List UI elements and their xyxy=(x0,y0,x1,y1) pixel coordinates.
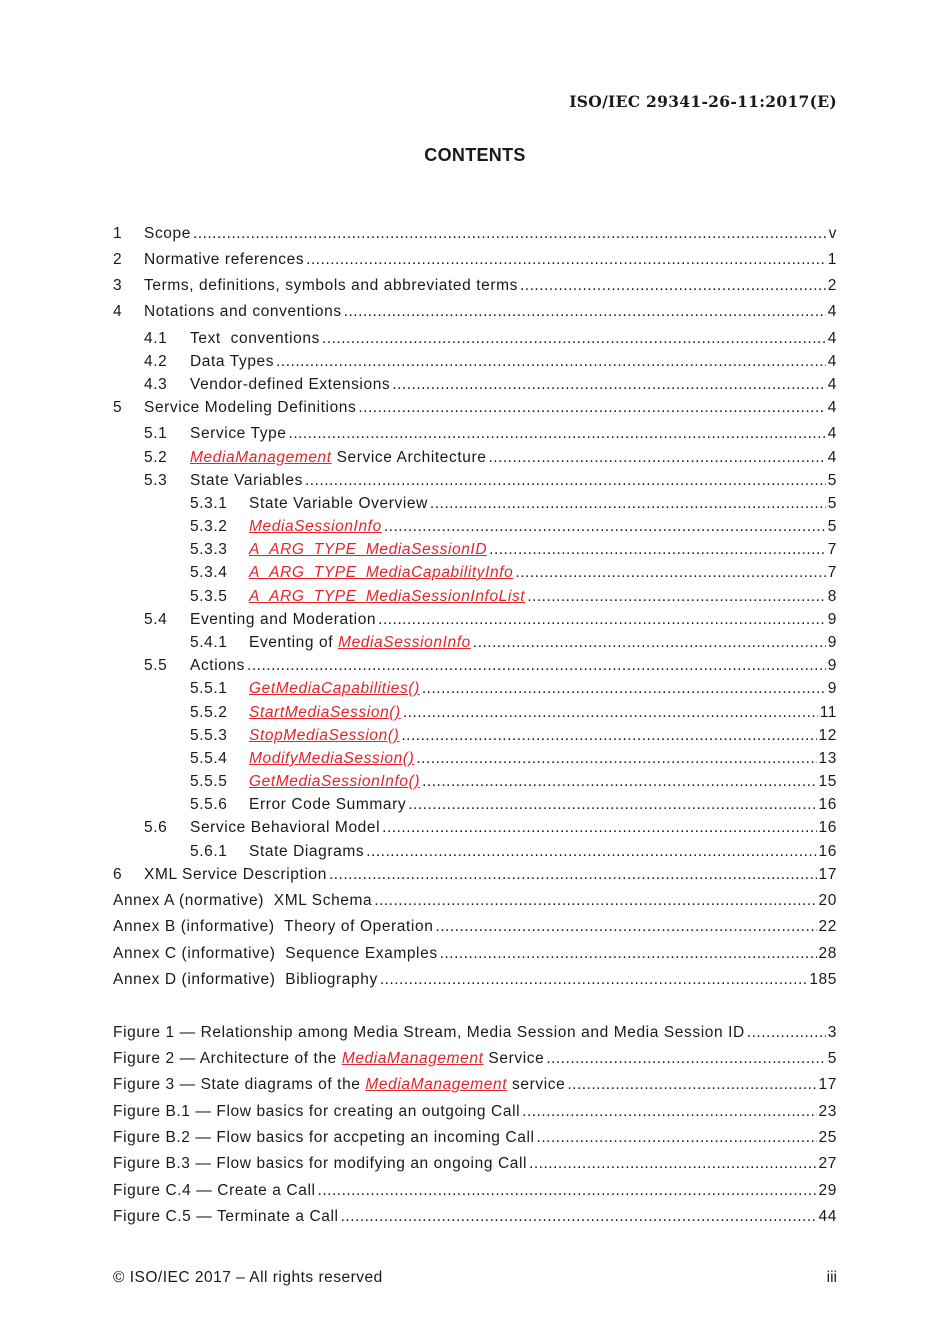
entry-label xyxy=(190,657,245,675)
toc-entry-number: 5.3.4 xyxy=(190,564,228,581)
dot-leader xyxy=(546,1050,825,1068)
cross-reference-link[interactable]: A_ARG_TYPE_MediaSessionInfoList xyxy=(249,588,526,605)
page-number[interactable]: 4 xyxy=(827,399,837,416)
figure-entry xyxy=(0,1155,950,1175)
entry-label xyxy=(113,1103,520,1121)
entry-label xyxy=(113,945,438,963)
page-number[interactable]: v xyxy=(828,225,837,242)
toc-entry-number: 4.1 xyxy=(144,330,168,347)
page-number[interactable]: 4 xyxy=(827,303,837,320)
entry-label xyxy=(249,704,401,722)
cross-reference-link[interactable]: MediaSessionInfo xyxy=(338,634,471,651)
entry-label xyxy=(144,303,342,321)
entry-label xyxy=(113,971,378,989)
toc-entry xyxy=(0,918,950,938)
toc-entry-number: 5.6.1 xyxy=(190,843,228,860)
page-number[interactable]: 15 xyxy=(818,773,837,790)
entry-label xyxy=(249,727,399,745)
entry-label xyxy=(144,251,304,269)
dot-leader xyxy=(374,892,816,910)
toc-entry-number: 1 xyxy=(113,225,123,242)
dot-leader xyxy=(358,399,825,417)
page-number[interactable]: 44 xyxy=(818,1208,837,1225)
page-number[interactable]: 17 xyxy=(818,866,837,883)
page-number[interactable]: 11 xyxy=(819,704,837,721)
entry-label xyxy=(249,564,513,582)
page-number[interactable]: 5 xyxy=(827,1050,837,1067)
entry-text: Scope xyxy=(144,225,191,242)
entry-label xyxy=(113,1182,316,1200)
entry-text: Figure B.3 — Flow basics for modifying an ongoing Call xyxy=(113,1155,528,1172)
toc-entry xyxy=(0,704,950,724)
page-number[interactable]: 29 xyxy=(818,1182,837,1199)
entry-label xyxy=(190,376,390,394)
dot-leader xyxy=(515,564,825,582)
entry-label xyxy=(113,1155,527,1173)
entry-text: Service Behavioral Model xyxy=(190,819,381,836)
cross-reference-link[interactable]: StopMediaSession() xyxy=(249,727,400,744)
entry-label xyxy=(249,843,364,861)
cross-reference-link[interactable]: MediaSessionInfo xyxy=(249,518,382,535)
entry-label xyxy=(249,796,406,814)
page-number[interactable]: 2 xyxy=(827,277,837,294)
entry-label xyxy=(190,472,303,490)
page-number[interactable]: 27 xyxy=(818,1155,837,1172)
entry-text: Eventing and Moderation xyxy=(190,611,377,628)
dot-leader xyxy=(392,376,825,394)
page-number[interactable]: 4 xyxy=(827,425,837,442)
toc-entry-number: 5.3.2 xyxy=(190,518,228,535)
cross-reference-link[interactable]: A_ARG_TYPE_MediaCapabilityInfo xyxy=(249,564,514,581)
dot-leader xyxy=(522,1103,816,1121)
page-number[interactable]: 9 xyxy=(827,634,837,651)
dot-leader xyxy=(422,773,816,791)
toc-entry xyxy=(0,277,950,297)
page-number[interactable]: 7 xyxy=(827,564,837,581)
toc-entry-number: 5.6 xyxy=(144,819,168,836)
entry-text: Normative references xyxy=(144,251,305,268)
entry-text: Service Type xyxy=(190,425,287,442)
toc-entry xyxy=(0,399,950,419)
entry-label xyxy=(144,225,191,243)
entry-label xyxy=(190,330,320,348)
page-number[interactable]: 8 xyxy=(827,588,837,605)
page-number[interactable]: 9 xyxy=(827,611,837,628)
toc-entry-number: 5 xyxy=(113,399,123,416)
dot-leader xyxy=(305,472,826,490)
toc-entry xyxy=(0,330,950,350)
dot-leader xyxy=(247,657,826,675)
toc-entry xyxy=(0,971,950,991)
dot-leader xyxy=(318,1182,817,1200)
dot-leader xyxy=(344,303,826,321)
dot-leader xyxy=(306,251,826,269)
figure-entry xyxy=(0,1208,950,1228)
dot-leader xyxy=(401,727,816,745)
dot-leader xyxy=(473,634,826,652)
page-number[interactable]: 9 xyxy=(827,657,837,674)
page-number[interactable]: 185 xyxy=(809,971,837,988)
entry-text: Annex A (normative) XML Schema xyxy=(113,892,373,909)
page-number[interactable]: 20 xyxy=(818,892,837,909)
entry-label xyxy=(144,277,518,295)
entry-label xyxy=(249,495,428,513)
dot-leader xyxy=(276,353,826,371)
toc-entry xyxy=(0,727,950,747)
toc-entry-number: 5.4.1 xyxy=(190,634,228,651)
page-number[interactable]: 9 xyxy=(827,680,837,697)
entry-text: Figure B.2 — Flow basics for accpeting an incoming Call xyxy=(113,1129,535,1146)
dot-leader xyxy=(489,541,826,559)
entry-text: Text conventions xyxy=(190,330,320,347)
entry-text: Service xyxy=(483,1050,545,1067)
toc-entry-number: 4.3 xyxy=(144,376,168,393)
toc-entry xyxy=(0,541,950,561)
cross-reference-link[interactable]: MediaManagement xyxy=(190,449,332,466)
toc-entry-number: 5.3.5 xyxy=(190,588,228,605)
page-number[interactable]: 4 xyxy=(827,449,837,466)
entry-label xyxy=(113,1024,745,1042)
dot-leader xyxy=(435,918,816,936)
toc-entry xyxy=(0,588,950,608)
page-number[interactable]: 28 xyxy=(818,945,837,962)
entry-text: Notations and conventions xyxy=(144,303,342,320)
dot-leader xyxy=(440,945,817,963)
toc-entry xyxy=(0,518,950,538)
cross-reference-link[interactable]: GetMediaCapabilities() xyxy=(249,680,420,697)
page-number[interactable]: 16 xyxy=(818,819,837,836)
page-number[interactable]: 5 xyxy=(827,495,837,512)
entry-label xyxy=(249,750,414,768)
dot-leader xyxy=(322,330,826,348)
dot-leader xyxy=(329,866,817,884)
entry-label xyxy=(144,399,356,417)
page-number[interactable]: 17 xyxy=(818,1076,837,1093)
entry-label xyxy=(249,588,525,606)
dot-leader xyxy=(520,277,826,295)
toc-entry xyxy=(0,843,950,863)
dot-leader xyxy=(488,449,825,467)
toc-entry xyxy=(0,376,950,396)
entry-text: Annex D (informative) Bibliography xyxy=(113,971,378,988)
cross-reference-link[interactable]: ModifyMediaSession() xyxy=(249,750,415,767)
toc-entry xyxy=(0,251,950,271)
entry-text: Vendor-defined Extensions xyxy=(190,376,391,393)
dot-leader xyxy=(430,495,826,513)
page-number[interactable]: 12 xyxy=(818,727,837,744)
figure-entry xyxy=(0,1103,950,1123)
page-number[interactable]: 4 xyxy=(827,376,837,393)
entry-label xyxy=(249,680,420,698)
page-number[interactable]: 5 xyxy=(827,518,837,535)
toc-entry xyxy=(0,819,950,839)
toc-entry-number: 5.2 xyxy=(144,449,168,466)
toc-entry-number: 5.1 xyxy=(144,425,168,442)
toc-entry xyxy=(0,225,950,245)
dot-leader xyxy=(527,588,826,606)
toc-entry-number: 5.5.5 xyxy=(190,773,228,790)
entry-label xyxy=(249,541,487,559)
dot-leader xyxy=(341,1208,817,1226)
toc-entry xyxy=(0,303,950,323)
entry-text: Data Types xyxy=(190,353,275,370)
toc-entry-number: 5.5.6 xyxy=(190,796,228,813)
page-number[interactable]: 16 xyxy=(818,796,837,813)
entry-label xyxy=(113,1050,544,1068)
toc-entry xyxy=(0,945,950,965)
page-number[interactable]: 7 xyxy=(827,541,837,558)
toc-entry xyxy=(0,564,950,584)
page-number[interactable]: 22 xyxy=(818,918,837,935)
toc-entry-number: 3 xyxy=(113,277,123,294)
entry-label xyxy=(190,425,287,443)
dot-leader xyxy=(366,843,816,861)
toc-entry-number: 4 xyxy=(113,303,123,320)
cross-reference-link[interactable]: A_ARG_TYPE_MediaSessionID xyxy=(249,541,488,558)
cross-reference-link[interactable]: MediaManagement xyxy=(365,1076,508,1093)
entry-label xyxy=(113,918,433,936)
cross-reference-link[interactable]: GetMediaSessionInfo() xyxy=(249,773,421,790)
footer-copyright: © ISO/IEC 2017 – All rights reserved xyxy=(113,1269,383,1286)
toc-entry xyxy=(0,449,950,469)
toc-entry-number: 4.2 xyxy=(144,353,168,370)
page-number[interactable]: 13 xyxy=(818,750,837,767)
toc-entry-number: 2 xyxy=(113,251,123,268)
dot-leader xyxy=(380,971,808,989)
toc-entry-number: 5.3 xyxy=(144,472,168,489)
dot-leader xyxy=(422,680,826,698)
entry-text: Figure 3 — State diagrams of the xyxy=(113,1076,366,1093)
entry-text: Service Modeling Definitions xyxy=(144,399,357,416)
entry-text: Figure 2 — Architecture of the xyxy=(113,1050,342,1067)
entry-label xyxy=(190,611,376,629)
dot-leader xyxy=(378,611,826,629)
entry-text: Error Code Summary xyxy=(249,796,407,813)
entry-text: XML Service Description xyxy=(144,866,327,883)
toc-entry xyxy=(0,353,950,373)
toc-entry-number: 6 xyxy=(113,866,123,883)
figure-entry xyxy=(0,1182,950,1202)
cross-reference-link[interactable]: StartMediaSession() xyxy=(249,704,401,721)
dot-leader xyxy=(529,1155,816,1173)
toc-entry-number: 5.3.3 xyxy=(190,541,228,558)
entry-text: Annex B (informative) Theory of Operation xyxy=(113,918,434,935)
entry-text: Figure B.1 — Flow basics for creating an outgoing Call xyxy=(113,1103,521,1120)
figure-entry xyxy=(0,1024,950,1044)
dot-leader xyxy=(193,225,827,243)
entry-text: Figure C.5 — Terminate a Call xyxy=(113,1208,339,1225)
entry-label xyxy=(113,892,372,910)
toc-entry xyxy=(0,680,950,700)
dot-leader xyxy=(382,819,816,837)
entry-text: Figure 1 — Relationship among Media Stream, Media Session and Media Session ID xyxy=(113,1024,745,1041)
page-number[interactable]: 16 xyxy=(818,843,837,860)
toc-entry xyxy=(0,425,950,445)
entry-label xyxy=(190,353,274,371)
entry-text: Eventing of xyxy=(249,634,339,651)
footer-page-number: iii xyxy=(826,1269,837,1286)
page-number[interactable]: 4 xyxy=(827,330,837,347)
dot-leader xyxy=(537,1129,817,1147)
toc-entry-number: 5.4 xyxy=(144,611,168,628)
page-number[interactable]: 3 xyxy=(827,1024,837,1041)
entry-text: State Variables xyxy=(190,472,303,489)
toc-entry-number: 5.5.1 xyxy=(190,680,228,697)
page-number[interactable]: 5 xyxy=(827,472,837,489)
entry-label xyxy=(113,1208,339,1226)
toc-entry-number: 5.5.2 xyxy=(190,704,228,721)
figure-entry xyxy=(0,1050,950,1070)
toc-entry-number: 5.5 xyxy=(144,657,168,674)
entry-text: Terms, definitions, symbols and abbreviated terms xyxy=(144,277,518,294)
entry-label xyxy=(249,518,382,536)
entry-text: service xyxy=(507,1076,566,1093)
toc-entry xyxy=(0,634,950,654)
entry-text: State Variable Overview xyxy=(249,495,428,512)
toc-entry xyxy=(0,611,950,631)
entry-text: State Diagrams xyxy=(249,843,365,860)
entry-label xyxy=(144,866,327,884)
figure-entry xyxy=(0,1076,950,1096)
page-number[interactable]: 1 xyxy=(827,251,837,268)
dot-leader xyxy=(416,750,816,768)
figure-entry xyxy=(0,1129,950,1149)
entry-text: Actions xyxy=(190,657,246,674)
toc-entry xyxy=(0,657,950,677)
entry-label xyxy=(113,1076,565,1094)
entry-text: Annex C (informative) Sequence Examples xyxy=(113,945,438,962)
dot-leader xyxy=(403,704,818,722)
dot-leader xyxy=(747,1024,826,1042)
page-title: CONTENTS xyxy=(424,145,526,165)
dot-leader xyxy=(384,518,826,536)
toc-entry xyxy=(0,750,950,770)
toc-entry xyxy=(0,796,950,816)
dot-leader xyxy=(289,425,826,443)
entry-label xyxy=(249,773,420,791)
toc-entry-number: 5.5.4 xyxy=(190,750,228,767)
toc-entry xyxy=(0,773,950,793)
entry-label xyxy=(113,1129,535,1147)
dot-leader xyxy=(408,796,816,814)
entry-label xyxy=(190,449,486,467)
entry-text: Service Architecture xyxy=(331,449,487,466)
toc-entry xyxy=(0,892,950,912)
toc-entry-number: 5.5.3 xyxy=(190,727,228,744)
entry-label xyxy=(190,819,380,837)
toc-entry-number: 5.3.1 xyxy=(190,495,228,512)
toc-entry xyxy=(0,866,950,886)
cross-reference-link[interactable]: MediaManagement xyxy=(341,1050,484,1067)
page-number[interactable]: 23 xyxy=(818,1103,837,1120)
dot-leader xyxy=(567,1076,816,1094)
entry-text: Figure C.4 — Create a Call xyxy=(113,1182,316,1199)
document-id-header: ISO/IEC 29341-26-11:2017(E) xyxy=(569,92,837,111)
toc-entry xyxy=(0,495,950,515)
toc-entry xyxy=(0,472,950,492)
page-number[interactable]: 4 xyxy=(827,353,837,370)
page-number[interactable]: 25 xyxy=(818,1129,837,1146)
entry-label xyxy=(249,634,471,652)
